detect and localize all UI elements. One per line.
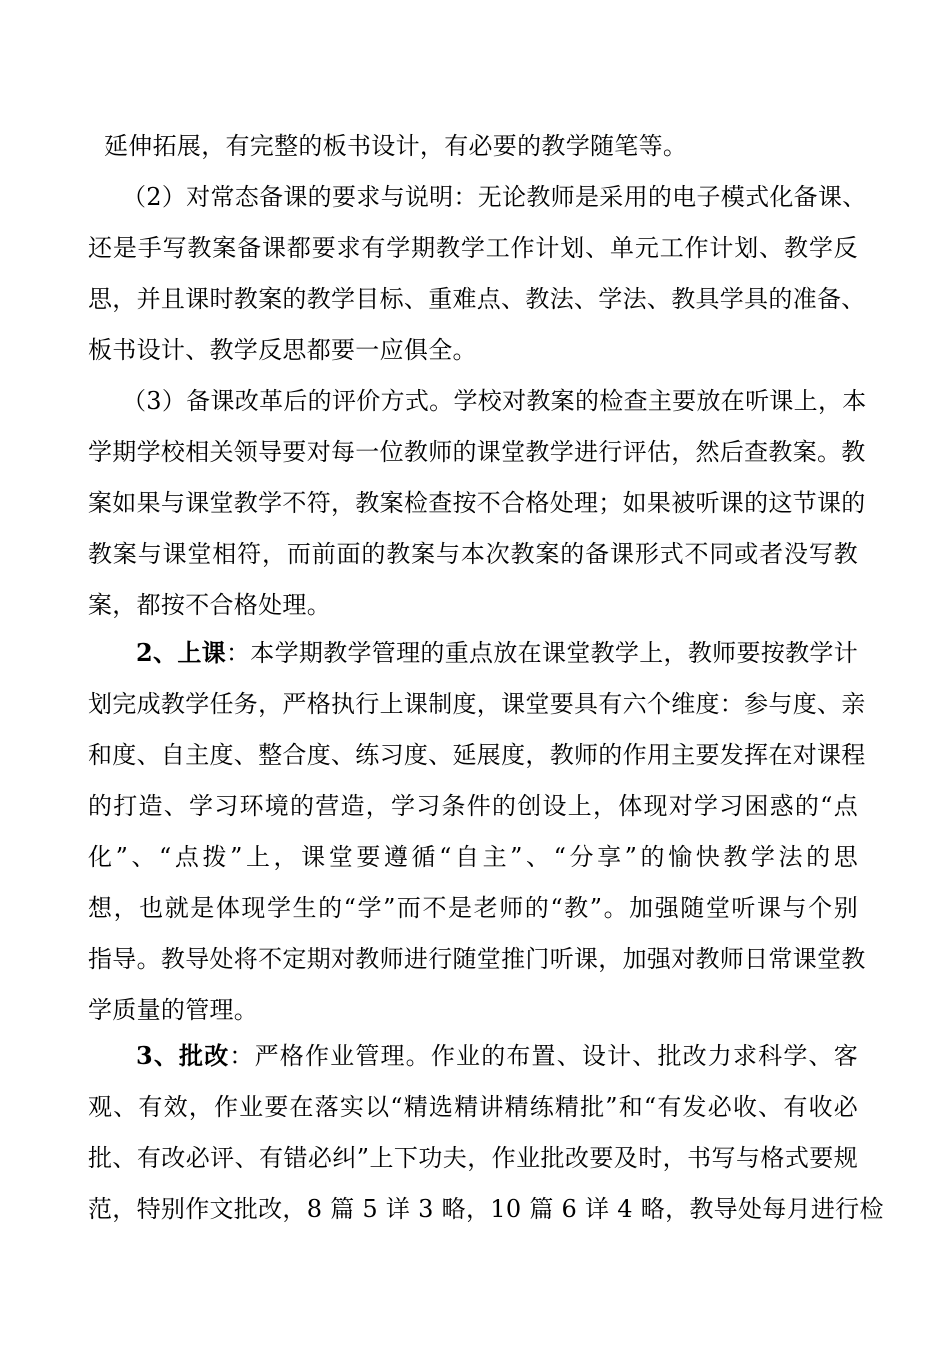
line-text: 化”、“点拨”上，课堂要遵循“自主”、“分享”的愉快教学法的思: [88, 843, 858, 871]
section-heading: 2、上课: [136, 638, 226, 667]
paragraph-line: [88, 284, 866, 314]
line-text: 划完成教学任务，严格执行上课制度，课堂要具有六个维度：参与度、亲: [88, 690, 866, 718]
line-text: 还是手写教案备课都要求有学期教学工作计划、单元工作计划、教学反: [88, 234, 858, 262]
line-text: 批、有改必评、有错必纠”上下功夫，作业批改要及时，书写与格式要规: [88, 1144, 858, 1172]
paragraph-line: [104, 131, 858, 161]
line-text: 和度、自主度、整合度、练习度、延展度，教师的作用主要发挥在对课程: [88, 741, 866, 769]
paragraph-line: [88, 842, 858, 872]
line-text: 案如果与课堂教学不符，教案检查按不合格处理；如果被听课的这节课的: [88, 489, 866, 517]
paragraph-line: [88, 893, 858, 923]
paragraph-line: [88, 437, 866, 467]
paragraph-line: [88, 791, 858, 821]
paragraph-line: [88, 1194, 884, 1224]
paragraph-line: [88, 335, 858, 365]
line-text: 的打造、学习环境的营造，学习条件的创设上，体现对学习困惑的“点: [88, 792, 858, 820]
paragraph-line: [88, 1092, 858, 1122]
paragraph-line: [88, 740, 866, 770]
line-text: 思，并且课时教案的教学目标、重难点、教法、学法、教具学具的准备、: [88, 285, 866, 313]
paragraph-line: [122, 182, 867, 212]
line-text: 想，也就是体现学生的“学”而不是老师的“教”。加强随堂听课与个别: [88, 894, 858, 922]
line-text: 案，都按不合格处理。: [88, 591, 331, 619]
paragraph-line: [88, 944, 866, 974]
line-text: 观、有效，作业要在落实以“精选精讲精练精批”和“有发必收、有收必: [88, 1093, 858, 1121]
line-text: （3）备课改革后的评价方式。学校对教案的检查主要放在听课上，本: [122, 387, 867, 415]
paragraph-line: [88, 1143, 858, 1173]
line-text: 板书设计、教学反思都要一应俱全。: [88, 336, 477, 364]
line-text: ：本学期教学管理的重点放在课堂教学上，教师要按教学计: [225, 639, 858, 667]
section-heading: 3、批改: [136, 1041, 230, 1070]
line-text: 教案与课堂相符，而前面的教案与本次教案的备课形式不同或者没写教: [88, 540, 858, 568]
line-text: （2）对常态备课的要求与说明：无论教师是采用的电子模式化备课、: [122, 183, 867, 211]
paragraph-line: [88, 995, 858, 1025]
paragraph-line: [136, 1041, 858, 1071]
line-text: 延伸拓展，有完整的板书设计，有必要的教学随笔等。: [104, 132, 688, 160]
line-text: 学质量的管理。: [88, 996, 259, 1024]
paragraph-line: [88, 539, 858, 569]
line-text: 范，特别作文批改，8 篇 5 详 3 略，10 篇 6 详 4 略，教导处每月进行检: [88, 1195, 884, 1223]
line-text: 指导。教导处将不定期对教师进行随堂推门听课，加强对教师日常课堂教: [88, 945, 866, 973]
line-text: 学期学校相关领导要对每一位教师的课堂教学进行评估，然后查教案。教: [88, 438, 866, 466]
paragraph-line: [88, 488, 866, 518]
paragraph-line: [122, 386, 867, 416]
line-text: ：严格作业管理。作业的布置、设计、批改力求科学、客: [229, 1042, 859, 1070]
paragraph-line: [88, 689, 866, 719]
paragraph-line: [88, 590, 858, 620]
paragraph-line: [88, 233, 858, 263]
paragraph-line: [136, 638, 858, 668]
